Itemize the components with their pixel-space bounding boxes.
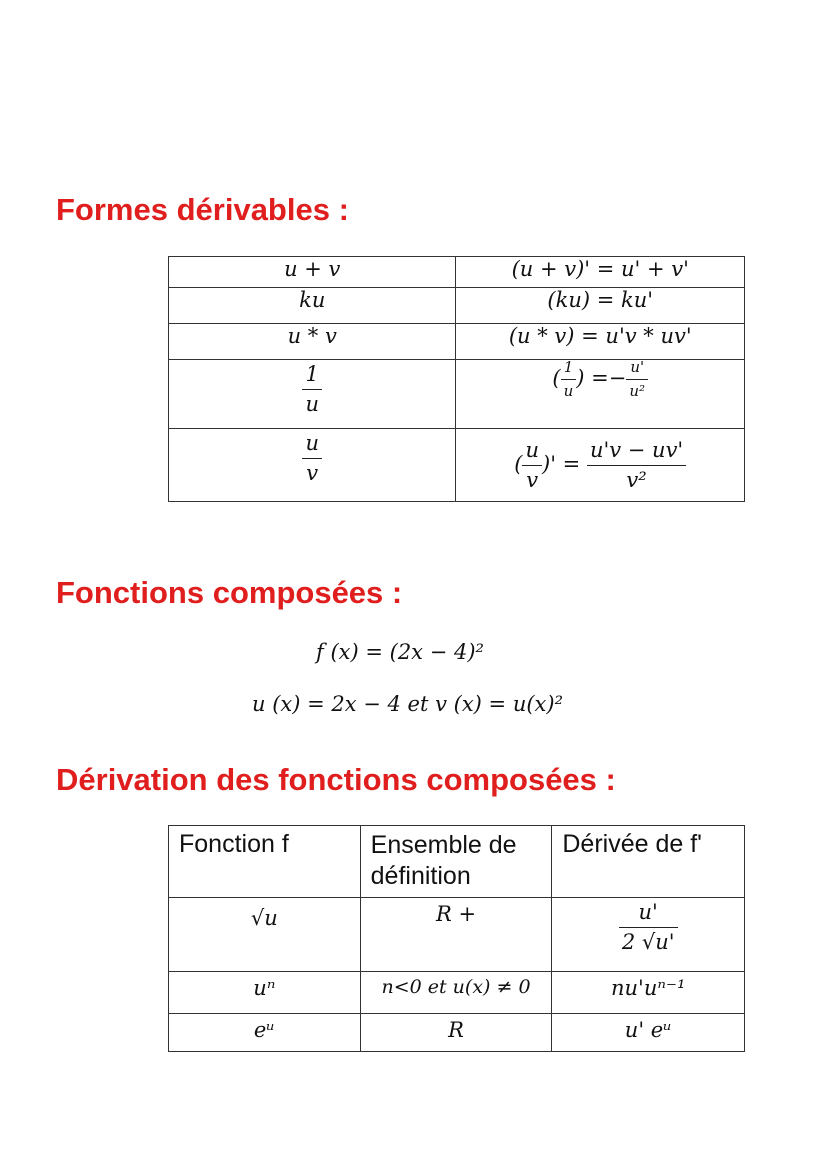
derivative-cell — [456, 429, 745, 502]
derivative-cell: (u + v)' = u' + v' — [456, 257, 745, 288]
fraction-numerator: u — [305, 431, 319, 455]
domain-cell: R — [360, 1013, 552, 1051]
equals-minus: =− — [584, 366, 627, 390]
derivative-right: = ku' — [590, 288, 654, 312]
domain-cell: R + — [360, 897, 552, 971]
function-cell: uⁿ — [169, 971, 361, 1013]
table-header-row — [169, 826, 745, 898]
fraction-numerator: u'v − uv' — [589, 437, 684, 462]
table-row — [169, 288, 745, 324]
composed-function-formula: f (x) = (2x − 4)² — [316, 640, 484, 664]
table-row — [169, 429, 745, 502]
derivative-left: (ku) — [547, 288, 591, 312]
derivative-cell: u' eᵘ — [552, 1013, 745, 1051]
fraction-numerator: u' — [630, 358, 645, 376]
derivative-cell: nu'uⁿ⁻¹ — [552, 971, 745, 1013]
derivative-cell — [456, 324, 745, 360]
fraction-numerator: u' — [638, 899, 658, 924]
table-row — [169, 324, 745, 360]
table-row — [169, 360, 745, 429]
table-row — [169, 897, 745, 971]
fraction-numerator: 1 — [563, 358, 574, 376]
column-header-derivee: Dérivée de f' — [552, 826, 745, 898]
form-cell: u * v — [169, 324, 456, 360]
fraction-denominator: u — [305, 392, 319, 416]
paren-close-equals: )' = — [542, 451, 581, 476]
table-row — [169, 257, 745, 288]
column-header-fonction: Fonction f — [169, 826, 361, 898]
form-cell — [169, 360, 456, 429]
paren-open: ( — [514, 451, 523, 476]
derivative-cell — [552, 897, 745, 971]
derivative-cell — [456, 288, 745, 324]
function-cell: √u — [169, 897, 361, 971]
form-cell: ku — [169, 288, 456, 324]
fraction-denominator: v — [306, 461, 319, 485]
paren-open: ( — [552, 366, 561, 390]
domain-cell: n<0 et u(x) ≠ 0 — [360, 971, 552, 1013]
derivative-right: = u'v * uv' — [574, 324, 692, 348]
table-row — [169, 971, 745, 1013]
derivative-cell — [456, 360, 745, 429]
heading-formes-derivables: Formes dérivables : — [56, 192, 349, 227]
function-cell: eᵘ — [169, 1013, 361, 1051]
paren-close: ) — [576, 366, 585, 390]
form-cell — [169, 429, 456, 502]
fraction-denominator: v² — [626, 467, 647, 492]
heading-fonctions-composees: Fonctions composées : — [56, 575, 403, 610]
fraction-denominator: v — [526, 467, 539, 492]
fraction-denominator: u² — [629, 382, 646, 400]
composition-definition: u (x) = 2x − 4 et v (x) = u(x)² — [252, 692, 563, 716]
fraction-denominator: u — [563, 382, 574, 400]
derivative-left: (u * v) — [508, 324, 575, 348]
composed-derivatives-table — [168, 825, 745, 1052]
fraction-numerator: 1 — [305, 362, 319, 386]
heading-derivation-composees: Dérivation des fonctions composées : — [56, 762, 616, 797]
fraction-numerator: u — [525, 437, 539, 462]
fraction-denominator: 2 √u' — [621, 929, 675, 954]
derivable-forms-table — [168, 256, 745, 502]
column-header-ensemble: Ensemble de définition — [360, 826, 552, 898]
form-cell: u + v — [169, 257, 456, 288]
table-row — [169, 1013, 745, 1051]
